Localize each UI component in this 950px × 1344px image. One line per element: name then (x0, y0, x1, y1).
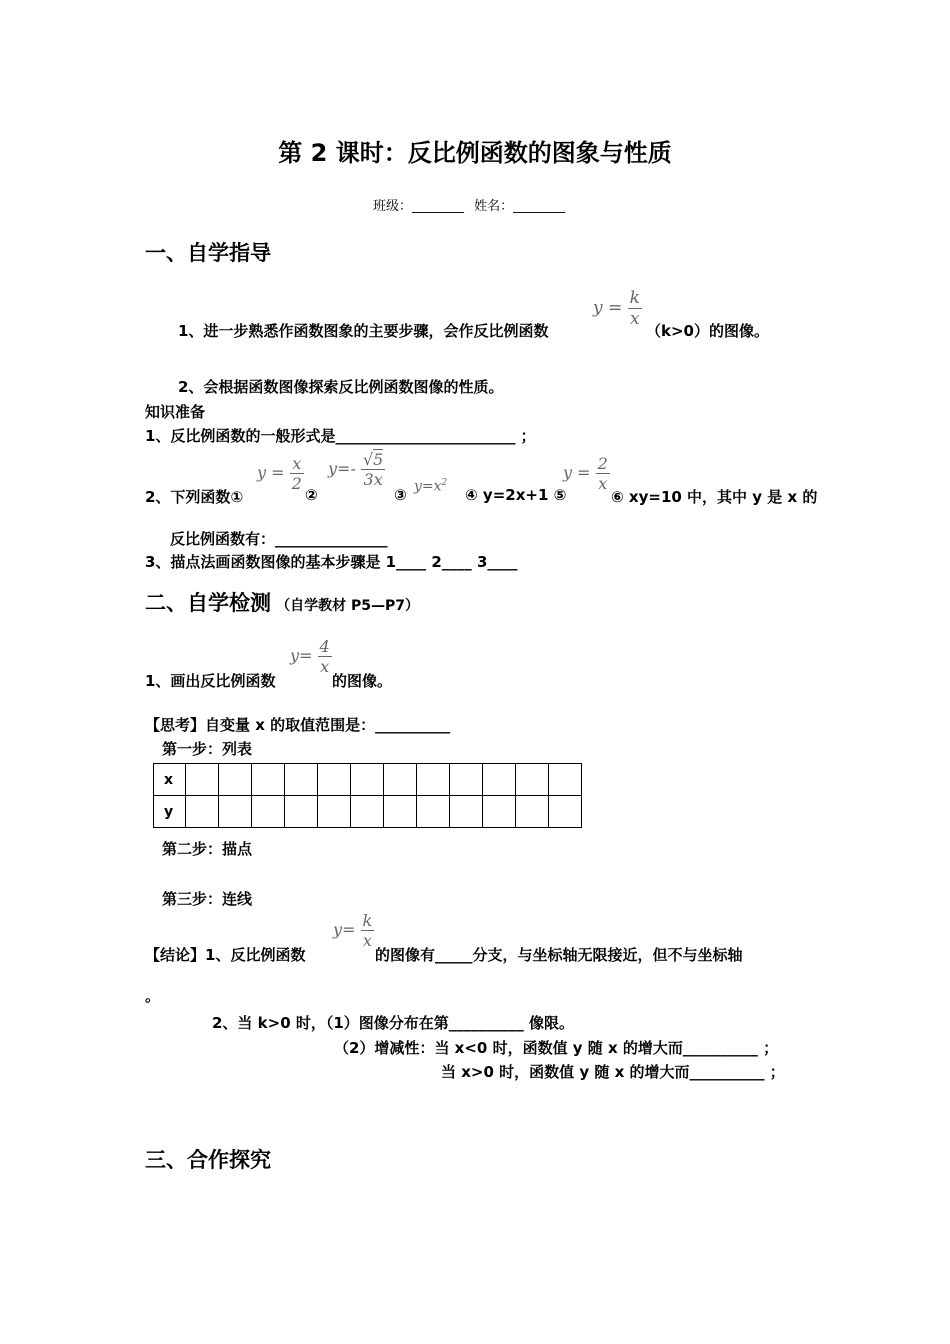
section3-heading: 三、合作探究 (145, 1148, 271, 1172)
denominator: x (318, 656, 332, 676)
table-cell[interactable] (516, 764, 549, 796)
conclusion-2-monotonic-pos: 当 x>0 时，函数值 y 随 x 的增大而__________ ； (441, 1063, 785, 1081)
section2-heading: 二、自学检测 (145, 591, 271, 615)
value-table (153, 763, 582, 828)
choice-6: ⑥ xy=10 中，其中 y 是 x 的 (611, 488, 818, 506)
conclusion-period: 。 (145, 987, 161, 1005)
formula-conclusion-k-over-x (333, 911, 374, 950)
choice-2-marker: ② (305, 486, 318, 504)
q1-tail: 的图像。 (332, 672, 393, 690)
table-cell[interactable] (516, 796, 549, 828)
numerator: x (292, 454, 302, 473)
conclusion-2: 2、当 k>0 时，（1）图像分布在第__________ 像限。 (212, 1014, 575, 1032)
table-row (154, 796, 582, 828)
table-cell[interactable] (219, 764, 252, 796)
knowledge-item-1: 1、反比例函数的一般形式是________________________ ； (145, 427, 536, 445)
fraction (361, 450, 385, 489)
table-cell[interactable] (450, 764, 483, 796)
table-cell[interactable] (351, 796, 384, 828)
numerator: 2 (597, 454, 608, 473)
guide-item-1-tail: （k>0）的图像。 (646, 322, 769, 340)
guide-item-2: 2、会根据函数图像探索反比例函数图像的性质。 (178, 378, 504, 396)
table-cell[interactable] (285, 796, 318, 828)
choice-3-marker: ③ (394, 486, 407, 504)
choice-4-5: ④ y=2x+1 ⑤ (465, 486, 567, 504)
step-3: 第三步：连线 (162, 890, 253, 908)
numerator: k (362, 911, 373, 930)
guide-item-1-text: 1、进一步熟悉作函数图象的主要步骤，会作反比例函数 (178, 322, 549, 340)
denominator: x (361, 930, 375, 950)
table-cell[interactable] (417, 764, 450, 796)
formula-4-over-x (290, 637, 332, 676)
formula-y-x-squared (414, 478, 447, 495)
table-cell[interactable] (549, 764, 582, 796)
fraction (628, 288, 642, 329)
section1-heading: 一、自学指导 (145, 241, 271, 265)
knowledge-item-2-line2: 反比例函数有：_______________ (170, 530, 388, 548)
numerator: k (629, 288, 640, 308)
conclusion-text: 【结论】1、反比例函数 (145, 946, 306, 964)
class-label: 班级：________ (373, 199, 465, 214)
table-cell[interactable] (384, 764, 417, 796)
formula-x-over-2 (257, 454, 304, 493)
table-cell[interactable] (219, 796, 252, 828)
conclusion-2-monotonic-neg: （2）增减性：当 x<0 时，函数值 y 随 x 的增大而__________ ； (334, 1039, 779, 1057)
exponent: 2 (441, 478, 448, 488)
table-cell[interactable] (186, 764, 219, 796)
think-line: 【思考】自变量 x 的取值范围是：__________ (145, 716, 451, 734)
table-cell[interactable] (351, 764, 384, 796)
guide-item-1 (178, 320, 548, 341)
formula-lhs: y = (257, 463, 285, 482)
table-cell[interactable] (318, 796, 351, 828)
table-cell[interactable] (186, 796, 219, 828)
step-2: 第二步：描点 (162, 840, 253, 858)
formula-lhs: y = (563, 463, 591, 482)
formula-lhs: y= (290, 646, 313, 665)
table-cell[interactable] (450, 796, 483, 828)
formula-lhs: y= (333, 920, 356, 939)
knowledge-heading: 知识准备 (145, 403, 206, 421)
page-title: 第 2 课时：反比例函数的图象与性质 (278, 139, 672, 167)
fraction (596, 454, 610, 493)
table-cell[interactable] (417, 796, 450, 828)
numerator (361, 450, 385, 469)
table-row (154, 764, 582, 796)
table-cell[interactable] (285, 764, 318, 796)
denominator: 2 (291, 474, 302, 493)
formula-text: y=x (414, 478, 442, 495)
fraction (361, 911, 375, 950)
conclusion-tail: 的图像有_____分支，与坐标轴无限接近，但不与坐标轴 (375, 946, 743, 964)
formula-neg-sqrt5-over-3x (328, 450, 385, 489)
table-header-x: x (154, 764, 186, 796)
class-name-line (373, 195, 565, 214)
formula-y-k-over-x (593, 288, 642, 329)
table-cell[interactable] (549, 796, 582, 828)
section2-heading-line (145, 587, 419, 617)
denominator: x (628, 308, 642, 329)
formula-2-over-x (563, 454, 610, 493)
denominator: 3x (361, 469, 385, 489)
fraction (318, 637, 332, 676)
step-1: 第一步：列表 (162, 740, 253, 758)
table-cell[interactable] (252, 796, 285, 828)
q1-text: 1、画出反比例函数 (145, 672, 276, 690)
formula-lhs: y = (593, 298, 623, 318)
table-header-y: y (154, 796, 186, 828)
table-cell[interactable] (384, 796, 417, 828)
formula-lhs: y=- (328, 459, 356, 478)
section2-note: （自学教材 P5—P7） (276, 598, 419, 614)
name-label: 姓名：________ (474, 199, 566, 214)
denominator: x (596, 473, 610, 493)
knowledge-item-3: 3、描点法画函数图像的基本步骤是 1____ 2____ 3____ (145, 553, 518, 571)
table-cell[interactable] (318, 764, 351, 796)
knowledge-item-2-start: 2、下列函数① (145, 488, 244, 506)
table-cell[interactable] (252, 764, 285, 796)
numerator: 4 (319, 637, 330, 656)
sqrt-sign: √ (362, 450, 374, 469)
table-cell[interactable] (483, 796, 516, 828)
radicand: 5 (373, 450, 384, 469)
table-cell[interactable] (483, 764, 516, 796)
fraction (290, 454, 304, 493)
